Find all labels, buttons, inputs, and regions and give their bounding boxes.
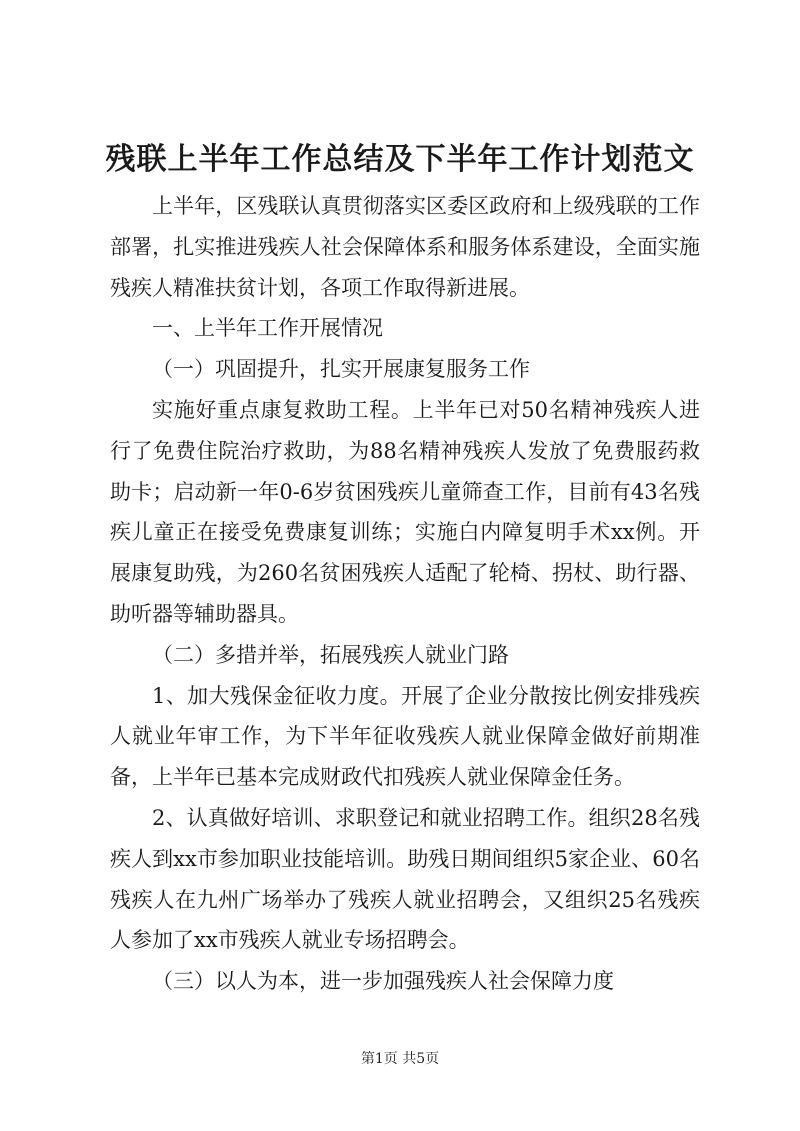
document-title: 残联上半年工作总结及下半年工作计划范文 <box>105 142 695 177</box>
page-indicator: 第1页 共5页 <box>360 1051 440 1067</box>
paragraph-rehab: 实施好重点康复救助工程。上半年已对50名精神残疾人进行了免费住院治疗救助，为88名精神残疾人发放了免费服药救助卡；启动新一年0-6岁贫困残疾儿童筛查工作，目前有43名残疾儿童正在接受免费康复训练；实施白内障复明手术xx例。开展康复助残，为260名贫困残疾人适配了轮椅、拐杖、助行器、助听器等辅助器具。 <box>110 397 700 626</box>
paragraph-intro: 上半年，区残联认真贯彻落实区委区政府和上级残联的工作部署，扎实推进残疾人社会保障体系和服务体系建设，全面实施残疾人精准扶贫计划，各项工作取得新进展。 <box>110 194 700 300</box>
subsection-heading-3: （三）以人为本，进一步加强残疾人社会保障力度 <box>152 969 614 994</box>
section-heading-1: 一、上半年工作开展情况 <box>152 316 383 341</box>
subsection-heading-1: （一）巩固提升，扎实开展康复服务工作 <box>152 357 530 382</box>
paragraph-employment-2: 2、认真做好培训、求职登记和就业招聘工作。组织28名残疾人到xx市参加职业技能培训。助残日期间组织5家企业、60名残疾人在九州广场举办了残疾人就业招聘会，又组织25名残疾人参加了xx市残疾人就业专场招聘会。 <box>110 805 700 953</box>
subsection-heading-2: （二）多措并举，拓展残疾人就业门路 <box>152 642 509 667</box>
paragraph-employment-1: 1、加大残保金征收力度。开展了企业分散按比例安排残疾人就业年审工作，为下半年征收残疾人就业保障金做好前期准备，上半年已基本完成财政代扣残疾人就业保障金任务。 <box>110 683 700 790</box>
document-body <box>110 186 700 1002</box>
